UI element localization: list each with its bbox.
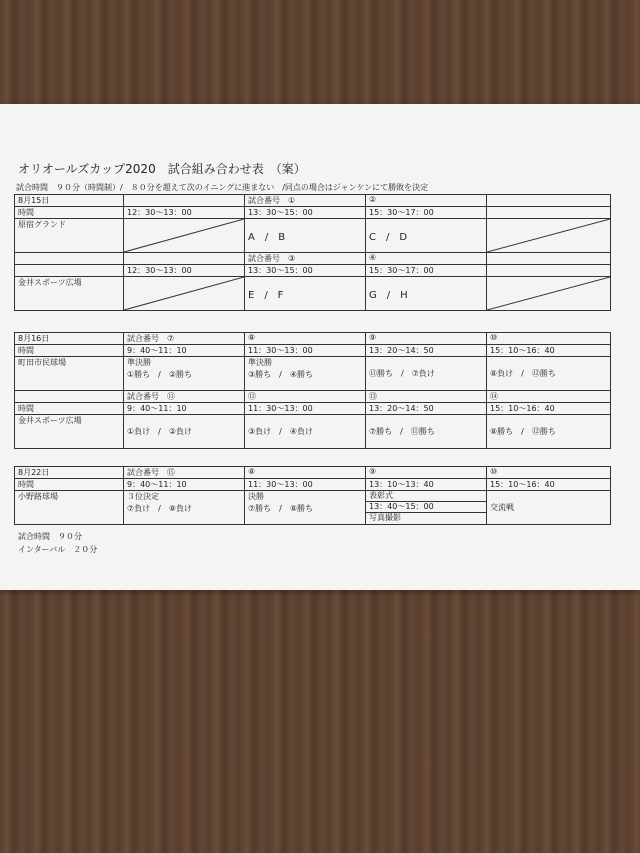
game-number: ⑧ — [245, 467, 366, 479]
ceremony-label: 表彰式 — [366, 491, 486, 502]
game-number: ⑭ — [487, 391, 611, 403]
match-pairing: ⑦勝ち / ⑪勝ち — [366, 415, 487, 449]
venue-name: 小野路球場 — [15, 491, 124, 525]
game-number: ⑧ — [245, 333, 366, 345]
time-slot: 9：40〜11：10 — [124, 479, 245, 491]
schedule-table-aug22 — [14, 466, 611, 525]
round-label: 準決勝 — [248, 358, 272, 367]
round-label: 準決勝 — [127, 358, 151, 367]
time-slot: 11：30〜13：00 — [245, 479, 366, 491]
schedule-table-aug15 — [14, 194, 611, 311]
game-number: ⑨ — [366, 467, 487, 479]
time-slot: 15：30〜17：00 — [366, 265, 487, 277]
game-number: ⑬ — [366, 391, 487, 403]
time-label: 時間 — [15, 345, 124, 357]
time-slot: 13：10〜13：40 — [366, 479, 487, 491]
time-slot: 13：30〜15：00 — [245, 207, 366, 219]
venue-name: 原宿グランド — [15, 219, 124, 253]
venue-name: 町田市民球場 — [15, 357, 124, 391]
time-label: 時間 — [15, 403, 124, 415]
schedule-table-aug16 — [14, 332, 611, 449]
time-slot: 15：30〜17：00 — [366, 207, 487, 219]
rules-text: 試合時間 ９０分（時間制）/ ８０分を超えて次のイニングに進まない /同点の場合はジャンケンにて勝敗を決定 — [16, 183, 429, 192]
game-number: ⑫ — [245, 391, 366, 403]
round-label: 決勝 — [248, 492, 264, 501]
match-pairing: ⑪勝ち / ⑦負け — [366, 357, 487, 391]
time-slot: 11：30〜13：00 — [245, 345, 366, 357]
ceremony-time: 13：40〜15：00 — [366, 502, 486, 513]
time-slot: 15：10〜16：40 — [487, 345, 611, 357]
time-label: 時間 — [15, 479, 124, 491]
match-pairing: C / D — [366, 219, 487, 253]
date-cell: 8月16日 — [15, 333, 124, 345]
document-title: オリオールズカップ2020 試合組み合わせ表 （案） — [18, 162, 306, 176]
time-slot: 13：30〜15：00 — [245, 265, 366, 277]
match-pairing: G / H — [366, 277, 487, 311]
date-cell: 8月15日 — [15, 195, 124, 207]
match-pairing: E / F — [245, 277, 366, 311]
match-pairing: A / B — [245, 219, 366, 253]
empty-slot-diagonal — [124, 219, 245, 253]
time-slot: 15：10〜16：40 — [487, 479, 611, 491]
footer-line: インターバル ２０分 — [18, 545, 98, 554]
time-slot: 9：40〜11：10 — [124, 403, 245, 415]
match-pairing: ⑧負け / ⑫勝ち — [487, 357, 611, 391]
time-slot: 11：30〜13：00 — [245, 403, 366, 415]
match-pairing: ③勝ち / ④勝ち — [248, 370, 314, 379]
photo-label: 写真撮影 — [369, 513, 401, 522]
game-number: 試合番号 ⑮ — [124, 467, 245, 479]
match-pairing: ⑦負け / ⑧負け — [127, 504, 193, 513]
venue-name: 金井スポーツ広場 — [15, 415, 124, 449]
venue-name: 金井スポーツ広場 — [15, 277, 124, 311]
time-slot: 15：10〜16：40 — [487, 403, 611, 415]
game-number: 試合番号 ⑪ — [124, 391, 245, 403]
game-number: ⑩ — [487, 467, 611, 479]
match-pairing: ⑦勝ち / ⑧勝ち — [248, 504, 314, 513]
game-number: ② — [366, 195, 487, 207]
game-number: ⑨ — [366, 333, 487, 345]
footer-notes — [18, 530, 97, 556]
date-cell: 8月22日 — [15, 467, 124, 479]
game-number: ④ — [366, 253, 487, 265]
round-label: ３位決定 — [127, 492, 159, 501]
empty-slot-diagonal — [124, 277, 245, 311]
match-pairing: ⑧勝ち / ⑫勝ち — [487, 415, 611, 449]
game-number: 試合番号 ③ — [245, 253, 366, 265]
time-slot: 9：40〜11：10 — [124, 345, 245, 357]
time-slot: 13：20〜14：50 — [366, 345, 487, 357]
match-pairing: ①負け / ②負け — [124, 415, 245, 449]
empty-slot-diagonal — [487, 219, 611, 253]
time-slot: 12：30〜13：00 — [124, 265, 245, 277]
game-number: ⑩ — [487, 333, 611, 345]
exchange-match: 交流戦 — [487, 491, 611, 525]
empty-slot-diagonal — [487, 277, 611, 311]
footer-line: 試合時間 ９０分 — [18, 532, 82, 541]
match-pairing: ①勝ち / ②勝ち — [127, 370, 193, 379]
paper-sheet — [0, 104, 640, 590]
time-slot: 13：20〜14：50 — [366, 403, 487, 415]
game-number: 試合番号 ⑦ — [124, 333, 245, 345]
time-slot: 12：30〜13：00 — [124, 207, 245, 219]
time-label: 時間 — [15, 207, 124, 219]
match-pairing: ③負け / ④負け — [245, 415, 366, 449]
game-number: 試合番号 ① — [245, 195, 366, 207]
